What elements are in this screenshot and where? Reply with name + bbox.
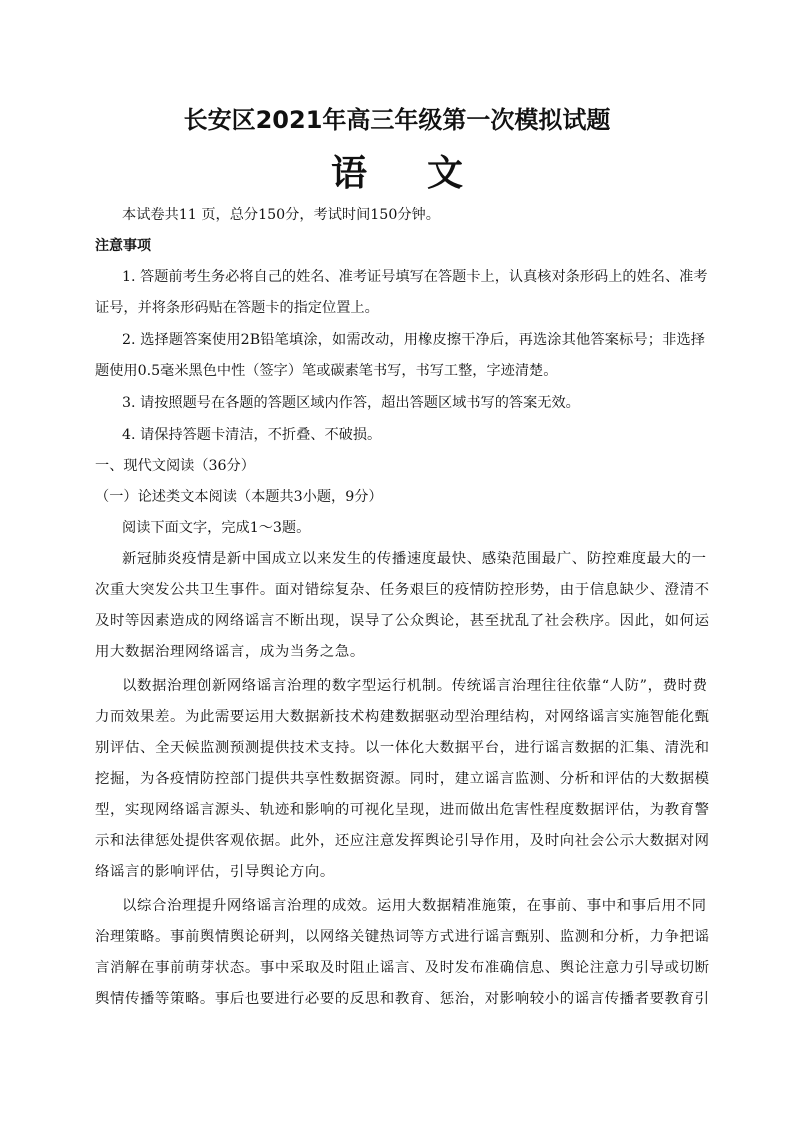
passage-line: 言消解在事前萌芽状态。事中采取及时阻止谣言、及时发布准确信息、舆论注意力引导或切断 — [95, 960, 710, 976]
passage-line: 示和法律惩处提供客观依据。此外，还应注意发挥舆论引导作用，及时向社会公示大数据对网 — [95, 833, 710, 849]
passage-line: 以数据治理创新网络谣言治理的数字型运行机制。传统谣言治理往往依靠“人防”，费时费 — [122, 678, 708, 694]
note-item-1-cont: 证号，并将条形码贴在答题卡的指定位置上。 — [95, 300, 379, 316]
reading-instruction: 阅读下面文字，完成1～3题。 — [122, 520, 311, 536]
note-item-2: 2. 选择题答案使用2B铅笔填涂，如需改动，用橡皮擦干净后，再选涂其他答案标号；非选择 — [122, 332, 705, 348]
passage-line: 挖掘，为各疫情防控部门提供共享性数据资源。同时，建立谣言监测、分析和评估的大数据模 — [95, 771, 710, 787]
page-title: 长安区2021年高三年级第一次模拟试题 — [183, 106, 611, 134]
exam-intro: 本试卷共11 页，总分150分，考试时间150分钟。 — [122, 207, 440, 223]
section-heading: 一、现代文阅读（36分） — [95, 458, 255, 474]
passage-line: 及时等因素造成的网络谣言不断出现，误导了公众舆论，甚至扰乱了社会秩序。因此，如何运 — [95, 613, 710, 629]
passage-line: 治理策略。事前舆情舆论研判，以网络关键热词等方式进行谣言甄别、监测和分析，力争把谣 — [95, 929, 710, 945]
passage-line: 新冠肺炎疫情是新中国成立以来发生的传播速度最快、感染范围最广、防控难度最大的一 — [122, 551, 707, 567]
passage-line: 以综合治理提升网络谣言治理的成效。运用大数据精准施策，在事前、事中和事后用不同 — [122, 898, 707, 914]
subject-title: 语文 — [330, 152, 523, 194]
passage-line: 用大数据治理网络谣言，成为当务之急。 — [95, 644, 365, 660]
notes-heading: 注意事项 — [95, 238, 151, 254]
passage-line: 别评估、全天候监测预测提供技术支持。以一体化大数据平台，进行谣言数据的汇集、清洗和 — [95, 740, 710, 756]
passage-line: 舆情传播等策略。事后也要进行必要的反思和教育、惩治，对影响较小的谣言传播者要教育引 — [95, 991, 710, 1007]
passage-line: 型，实现网络谣言源头、轨迹和影响的可视化呈现，进而做出危害性程度数据评估，为教育警 — [95, 802, 710, 818]
passage-line: 次重大突发公共卫生事件。面对错综复杂、任务艰巨的疫情防控形势，由于信息缺少、澄清不 — [95, 582, 710, 598]
note-item-2-cont: 题使用0.5毫米黑色中性（签字）笔或碳素笔书写，书写工整，字迹清楚。 — [95, 363, 558, 379]
note-item-4: 4. 请保持答题卡清洁，不折叠、不破损。 — [122, 427, 382, 443]
passage-line: 力而效果差。为此需要运用大数据新技术构建数据驱动型治理结构，对网络谣言实施智能化甄 — [95, 709, 710, 725]
passage-line: 络谣言的影响评估，引导舆论方向。 — [95, 864, 335, 880]
subsection-heading: （一）论述类文本阅读（本题共3小题，9分） — [95, 489, 383, 505]
note-item-3: 3. 请按照题号在各题的答题区域内作答，超出答题区域书写的答案无效。 — [122, 395, 580, 411]
note-item-1: 1. 答题前考生务必将自己的姓名、准考证号填写在答题卡上，认真核对条形码上的姓名、准考 — [122, 269, 708, 285]
